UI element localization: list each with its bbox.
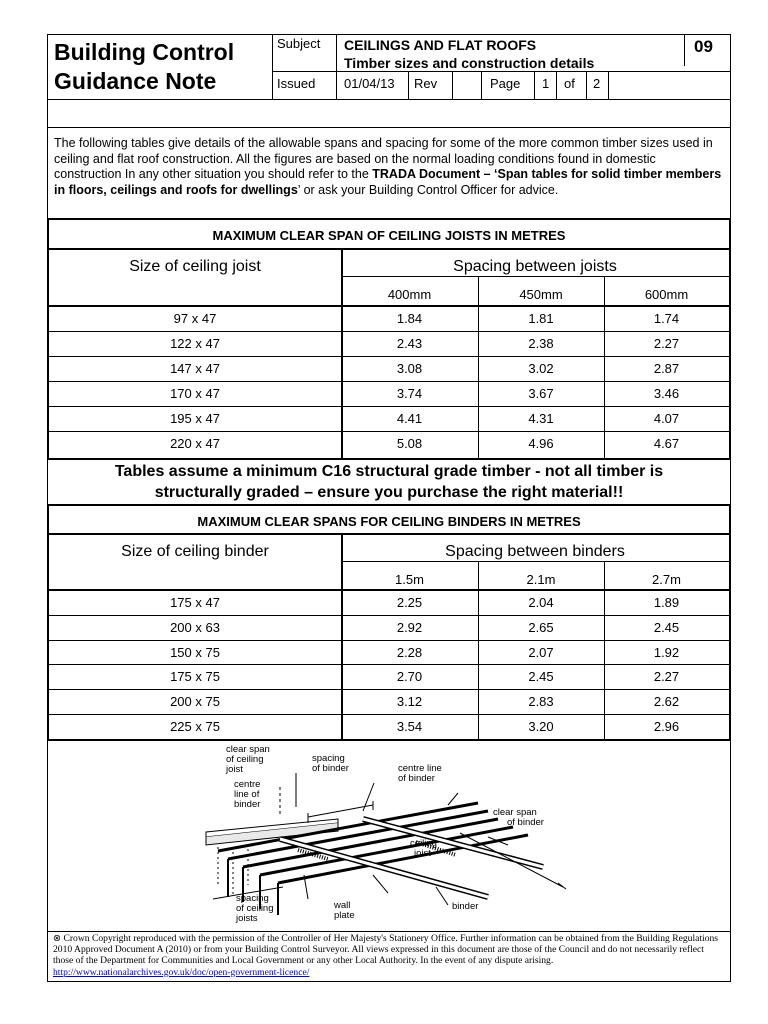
table1-row-1-value-0: 2.43 [396,336,423,351]
table1-row-3-value-1: 3.67 [528,386,554,401]
ceiling-joist-table [47,218,731,460]
table2-row-5-value-1: 3.20 [528,719,554,734]
ceiling-construction-diagram [188,744,588,929]
issued-label: Issued [277,76,316,91]
table1-row-2-size: 147 x 47 [170,361,220,376]
warning-line-1: Tables assume a minimum C16 structural grade timber - not all timber is [114,463,664,480]
table1-row-5-value-2: 4.67 [653,436,680,451]
binder-spacing-header: Spacing between binders [445,543,625,560]
guidance-number: 09 [694,37,713,56]
binder-size-column-header: Size of ceiling binder [121,543,269,560]
joist-spacing-header: Spacing between joists [453,258,617,275]
label-centre-line-binder-top: centre line of binder [398,763,442,784]
guidance-note-page [47,34,731,982]
table1-row-2-value-0: 3.08 [396,361,423,376]
joist-spacing-400: 400mm [387,287,432,302]
page-total: 2 [593,76,601,91]
label-spacing-ceiling-joists: spacing of ceiling joists [236,893,274,924]
table1-row-5-size: 220 x 47 [170,436,220,451]
table2-row-4-value-0: 3.12 [396,694,423,710]
intro-text-2: ’ or ask your Building Control Officer for advice. [297,182,559,197]
copyright-text: Crown Copyright reproduced with the permission of the Controller of Her Majesty's Stationery Office. Further information can be obtained from the Building Regulations 2010 Approved Document A (2010) or from your Building Control Surveyor. All views expressed in this document are those of the Council and do not necessarily reflect those of the Department for Communities and Local Government or any other Local Authority. In the event of any dispute arising. [53,933,719,967]
binder-spacing-2-1: 2.1m [526,572,556,587]
page-number: 1 [542,76,550,91]
label-clear-span-joist: clear span of ceiling joist [226,744,270,775]
table2-row-4-size: 200 x 75 [170,694,220,710]
label-clear-span-binder: clear span of binder [493,807,544,828]
table2-row-3-value-0: 2.70 [396,669,423,685]
table2-row-1-value-0: 2.92 [396,619,423,635]
joist-size-column-header: Size of ceiling joist [129,258,261,275]
warning-line-2: structurally graded – ensure you purchase the right material!! [154,484,624,501]
label-spacing-binder: spacing of binder [312,753,349,774]
subject-line-2: Timber sizes and construction details [344,55,595,71]
intro-trada-reference: TRADA Document – ‘Span tables for solid timber members in floors, ceilings and roofs for dwellings [54,167,722,197]
table2-row-5-value-2: 2.96 [653,719,680,734]
table1-row-5-value-0: 5.08 [396,436,423,451]
page-label: Page [490,76,521,91]
subject-line-1: CEILINGS AND FLAT ROOFS [344,37,537,53]
table2-row-4-value-2: 2.62 [653,694,680,710]
table1-row-4-value-2: 4.07 [653,411,680,426]
intro-text-1: The following tables give details of the allowable spans and spacing for some of the more common timber sizes used in ceiling and flat roof construction. All the figures are based on the normal loading conditions found in domestic construction In any other situation you should refer to the [54,136,713,182]
table2-row-2-value-0: 2.28 [396,644,423,660]
issued-date: 01/04/13 [344,76,395,91]
table1-row-3-value-2: 3.46 [653,386,680,401]
table2-row-0-value-2: 1.89 [653,595,680,610]
title-line-1: Building Control [54,39,235,65]
table1-row-3-size: 170 x 47 [170,386,220,401]
licence-link[interactable]: http://www.nationalarchives.gov.uk/doc/open-government-licence/ [53,966,310,978]
table2-row-2-size: 150 x 75 [170,644,220,660]
table2-row-1-value-1: 2.65 [528,619,554,635]
table2-row-2-value-2: 1.92 [653,644,680,660]
crown-copyright-icon: ⊗ [53,933,62,944]
table2-row-3-value-1: 2.45 [528,669,554,685]
ceiling-binder-table [47,504,731,741]
subject-label: Subject [277,36,321,51]
table2-row-3-size: 175 x 75 [170,669,220,685]
table1-row-5-value-1: 4.96 [528,436,554,451]
table2-row-0-size: 175 x 47 [170,595,220,610]
table2-row-5-size: 225 x 75 [170,719,220,734]
timber-grade-warning [48,461,730,503]
table1-row-4-value-0: 4.41 [396,411,423,426]
table2-row-4-value-1: 2.83 [528,694,554,710]
label-wall-plate: wall plate [334,900,355,921]
rev-label: Rev [414,76,438,91]
label-ceiling-joist: ceiling joist [410,838,437,859]
of-label: of [564,76,575,91]
table1-row-0-value-2: 1.74 [653,311,680,326]
table1-row-3-value-0: 3.74 [396,386,423,401]
copyright-footer [53,933,723,978]
table2-row-2-value-1: 2.07 [528,644,554,660]
table1-row-2-value-2: 2.87 [653,361,680,376]
table1-row-1-value-1: 2.38 [528,336,554,351]
table2-row-0-value-0: 2.25 [396,595,423,610]
label-binder: binder [452,901,479,912]
intro-paragraph [54,136,722,198]
document-title [54,38,234,96]
table1-row-0-value-1: 1.81 [528,311,554,326]
table1-row-1-value-2: 2.27 [653,336,680,351]
table1-row-2-value-1: 3.02 [528,361,554,376]
table2-row-5-value-0: 3.54 [396,719,423,734]
binder-spacing-2-7: 2.7m [652,572,681,587]
table1-row-4-value-1: 4.31 [528,411,554,426]
table2-row-1-size: 200 x 63 [170,619,220,635]
table1-row-0-size: 97 x 47 [173,311,217,326]
joist-spacing-450: 450mm [519,287,563,302]
table2-row-1-value-2: 2.45 [653,619,680,635]
label-centre-line-binder-left: centre line of binder [234,779,261,810]
joist-spacing-600: 600mm [644,287,689,302]
binder-spacing-1-5: 1.5m [395,572,424,587]
table1-row-4-size: 195 x 47 [170,411,220,426]
binder-table-title: MAXIMUM CLEAR SPANS FOR CEILING BINDERS IN METRES [197,514,581,529]
table2-row-0-value-1: 2.04 [528,595,554,610]
table1-row-1-size: 122 x 47 [170,336,220,351]
title-line-2: Guidance Note [54,68,217,94]
table2-row-3-value-2: 2.27 [653,669,680,685]
table1-row-0-value-0: 1.84 [396,311,423,326]
joist-table-title: MAXIMUM CLEAR SPAN OF CEILING JOISTS IN METRES [212,228,566,243]
